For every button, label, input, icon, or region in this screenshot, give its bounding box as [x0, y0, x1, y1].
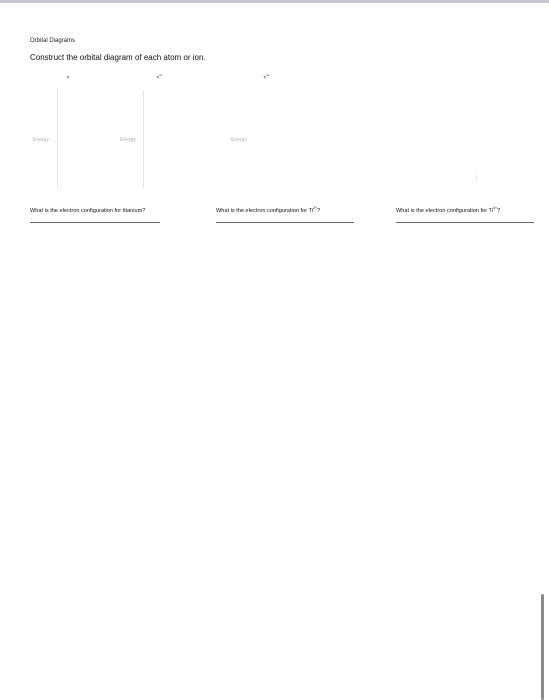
species-label-ti2plus: $Ti^{2+}$: [156, 73, 163, 80]
answer-line-titanium[interactable]: [30, 222, 160, 223]
top-border: [0, 0, 549, 3]
instructions-text: Construct the orbital diagram of each atom or ion.: [30, 53, 206, 62]
question-ti4plus: What is the electron configuration for $Ti^{4+}$?: [396, 206, 501, 214]
energy-label-2: Energy: [120, 137, 136, 143]
stray-mark: [476, 174, 477, 181]
scrollbar-thumb[interactable]: [541, 594, 544, 700]
energy-axis-2: [143, 90, 144, 188]
energy-label-3: Energy: [231, 137, 247, 143]
answer-line-ti2plus[interactable]: [216, 222, 354, 223]
answer-line-ti4plus[interactable]: [396, 222, 534, 223]
energy-label-1: Energy: [33, 137, 49, 143]
species-label-ti: Ti: [66, 74, 70, 80]
species-label-ti4plus: $Ti^{4+}$: [263, 73, 270, 80]
question-titanium: What is the electron configuration for titanium?: [30, 207, 146, 214]
question-ti2plus: What is the electron configuration for $Ti^{2+}$?: [216, 206, 321, 214]
energy-axis-1: [57, 88, 58, 188]
document-title: Orbital Diagrams: [30, 38, 76, 44]
